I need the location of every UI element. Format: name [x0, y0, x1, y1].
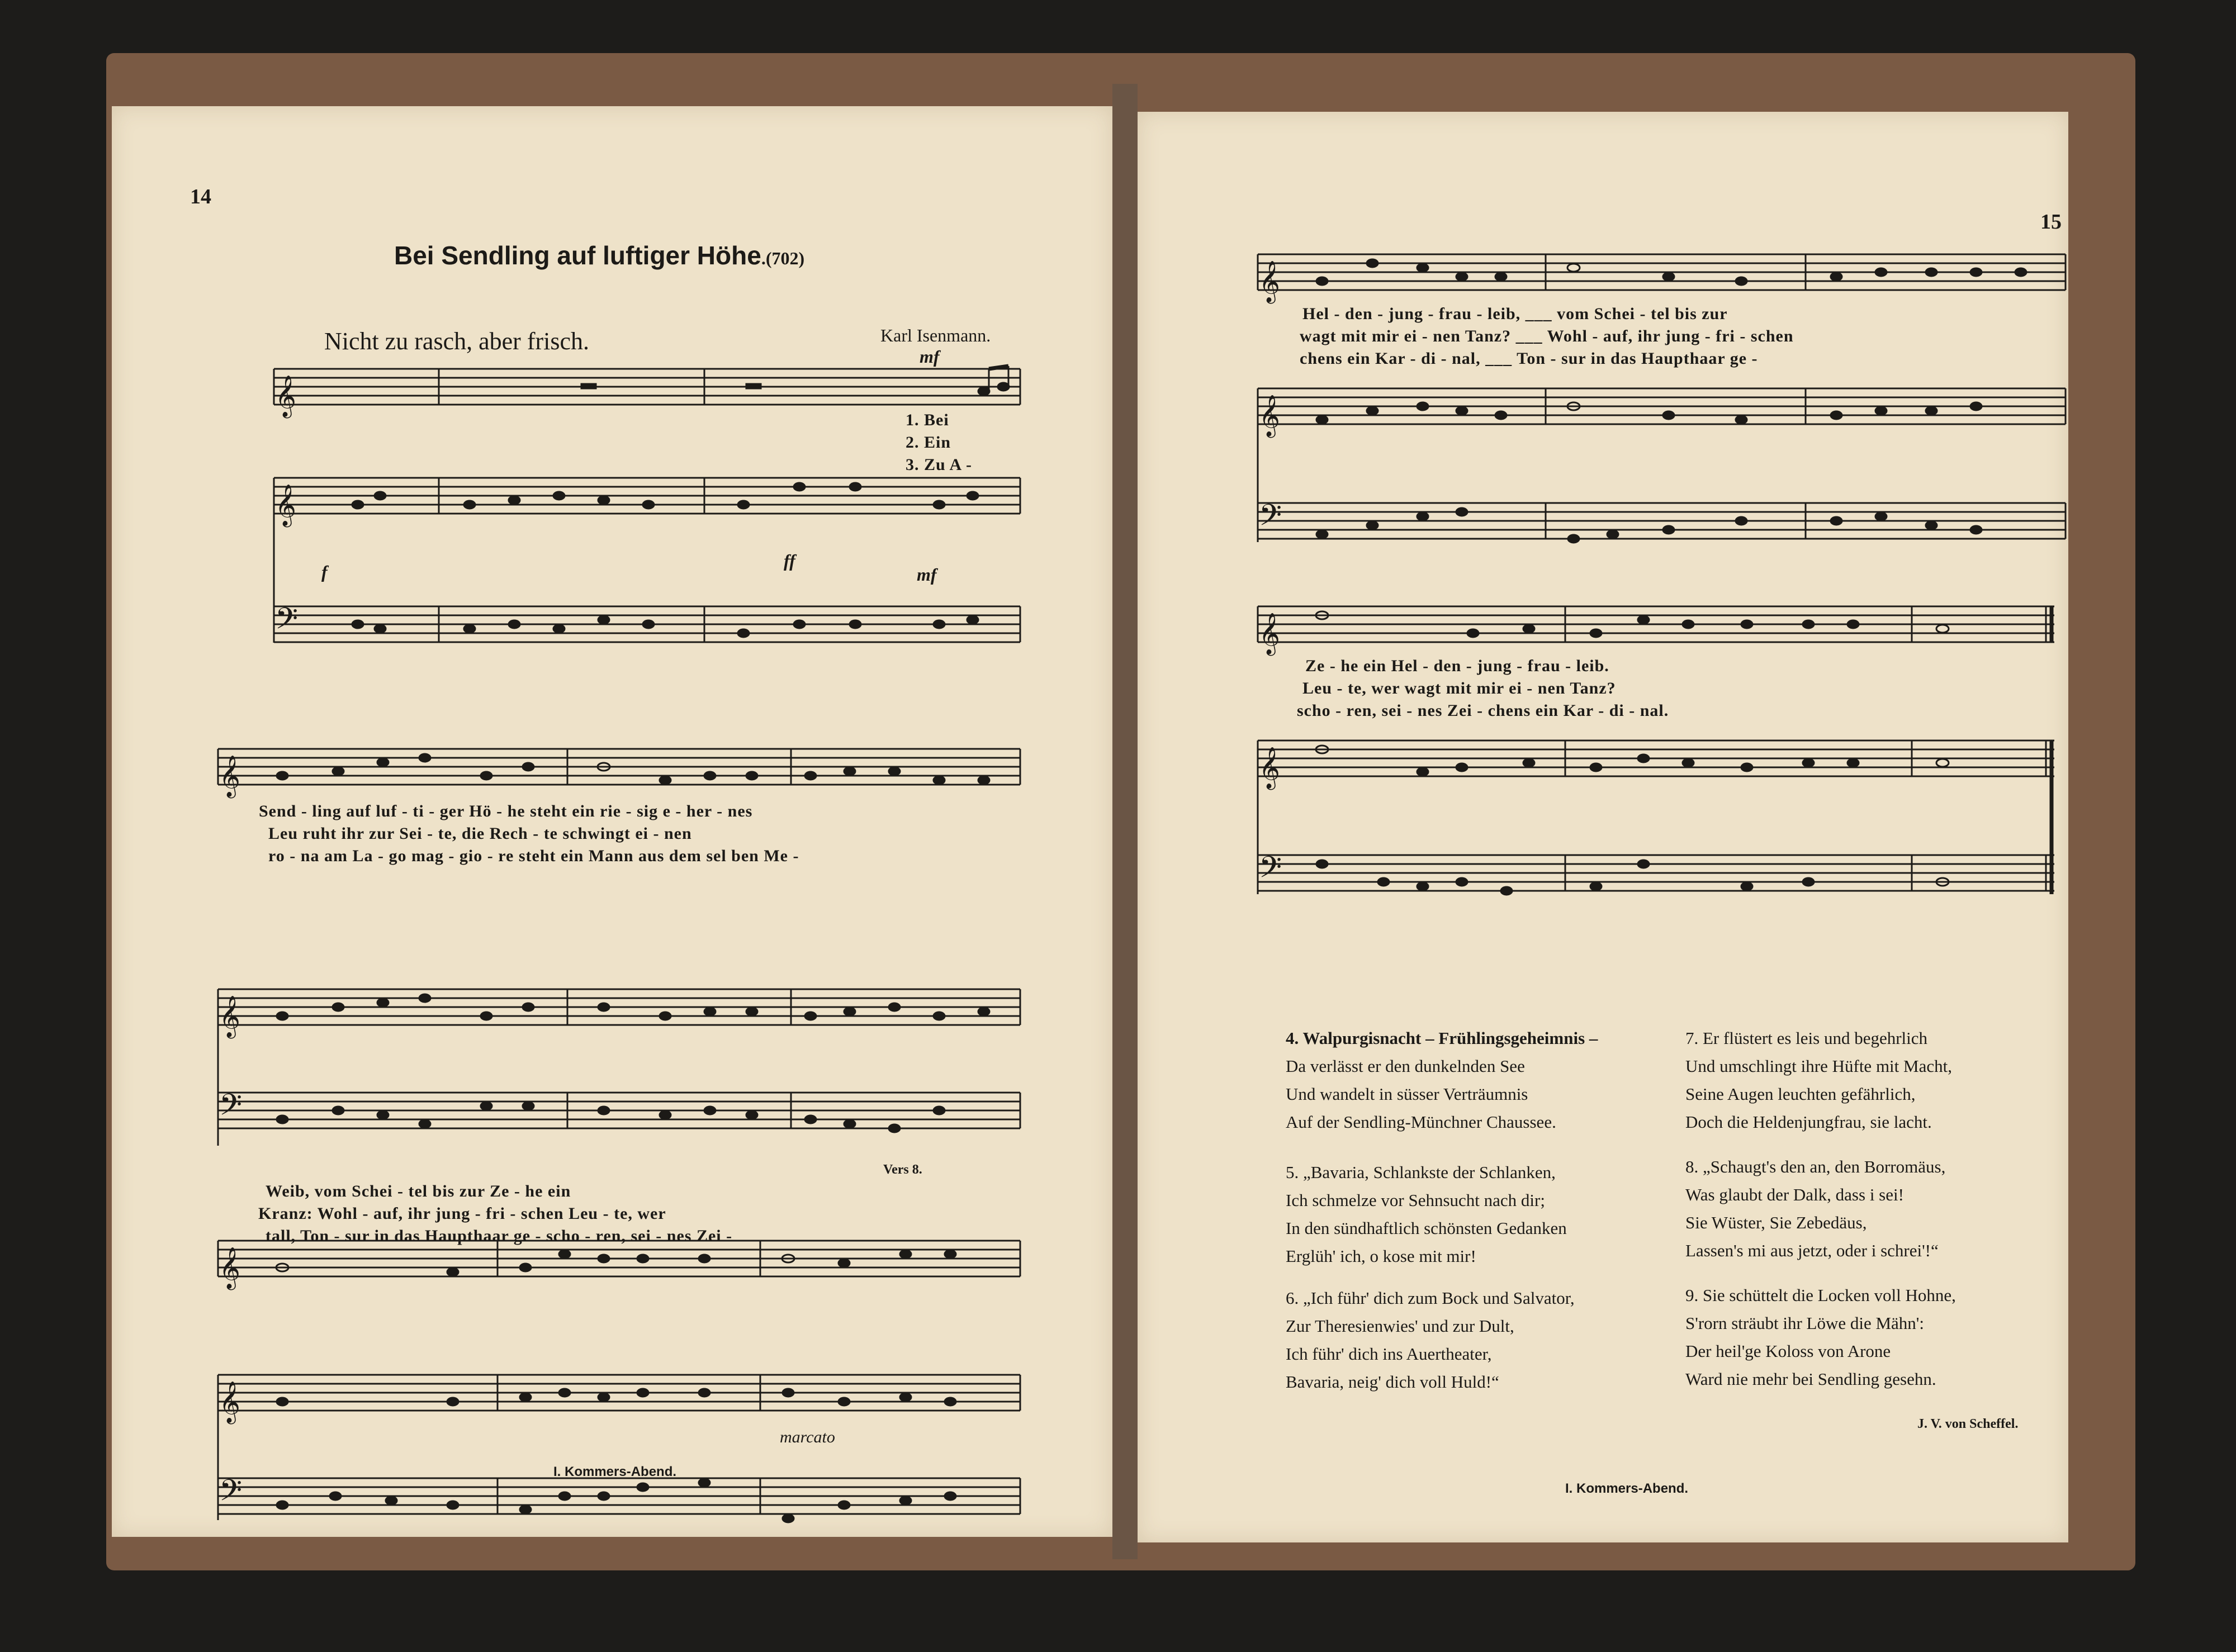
verse-line: 6. „Ich führ' dich zum Bock und Salvator, — [1286, 1288, 1575, 1308]
lyric-line: Leu ruht ihr zur Sei - te, die Rech - te schwingt ei - nen — [268, 824, 692, 843]
page-footer-right: I. Kommers-Abend. — [1565, 1481, 1689, 1496]
svg-text:𝄞: 𝄞 — [1259, 613, 1280, 654]
svg-text:𝄞: 𝄞 — [219, 996, 240, 1037]
verse-line: Zur Theresienwies' und zur Dult, — [1286, 1316, 1514, 1336]
verse-line: Erglüh' ich, o kose mit mir! — [1286, 1246, 1476, 1266]
verse-line: Doch die Heldenjungfrau, sie lacht. — [1685, 1112, 1932, 1132]
voice-staff-r2 — [1258, 606, 2054, 642]
svg-text:𝄢: 𝄢 — [1259, 851, 1282, 892]
lyric-line: scho - ren, sei - nes Zei - chens ein Kar - di - nal. — [1297, 701, 1669, 720]
svg-text:𝄞: 𝄞 — [219, 1247, 240, 1289]
voice-staff-r1 — [1258, 254, 2066, 290]
svg-text:𝄞: 𝄞 — [219, 756, 240, 797]
verse-line: 7. Er flüstert es leis und begehrlich — [1685, 1028, 1928, 1048]
lyric-line: Leu - te, wer wagt mit mir ei - nen Tanz? — [1302, 679, 1616, 697]
svg-text:𝄢: 𝄢 — [219, 1474, 243, 1515]
piano-treble-2 — [218, 989, 1020, 1146]
verse-start-2: 2. Ein — [906, 433, 951, 452]
verse-line: Und umschlingt ihre Hüfte mit Macht, — [1685, 1056, 1952, 1076]
page-footer-left: I. Kommers-Abend. — [553, 1464, 677, 1479]
song-title-number: .(702) — [761, 248, 805, 268]
lyric-line: Ze - he ein Hel - den - jung - frau - leib. — [1305, 657, 1609, 675]
verse-line: 4. Walpurgisnacht – Frühlingsgeheimnis – — [1286, 1028, 1598, 1048]
verse-line: Seine Augen leuchten gefährlich, — [1685, 1084, 1916, 1104]
verse-line: Lassen's mi aus jetzt, oder i schrei'!“ — [1685, 1241, 1939, 1260]
lyric-line: wagt mit mir ei - nen Tanz? ___ Wohl - auf, ihr jung - fri - schen — [1300, 327, 1794, 345]
verse-line: 8. „Schaugt's den an, den Borromäus, — [1685, 1157, 1946, 1176]
svg-text:𝄢: 𝄢 — [219, 1088, 243, 1129]
svg-text:𝄞: 𝄞 — [1259, 395, 1280, 436]
verse-line: Da verlässt er den dunkelnden See — [1286, 1056, 1525, 1076]
piano-treble-r1 — [1258, 388, 2066, 542]
piano-treble-r2 — [1258, 740, 2054, 894]
verse-line: Was glaubt der Dalk, dass i sei! — [1685, 1185, 1904, 1204]
voice-staff-2 — [218, 749, 1020, 785]
svg-text:𝄞: 𝄞 — [1259, 261, 1280, 302]
page-number-left: 14 — [190, 185, 211, 208]
lyric-line: ro - na am La - go mag - gio - re steht ein Mann aus dem sel ben Me - — [268, 847, 799, 865]
verse-line: Ich schmelze vor Sehnsucht nach dir; — [1286, 1190, 1545, 1210]
verse-line: Ward nie mehr bei Sendling gesehn. — [1685, 1369, 1936, 1389]
right-page — [1138, 112, 2068, 1542]
svg-text:𝄢: 𝄢 — [1259, 499, 1282, 540]
dynamic-f: f — [321, 562, 328, 582]
piano-treble-1 — [274, 478, 1020, 643]
piano-bass-2 — [218, 1093, 1020, 1132]
lyric-line: Hel - den - jung - frau - leib, ___ vom Schei - tel bis zur — [1302, 305, 1728, 323]
lyricist-name: J. V. von Scheffel. — [1917, 1417, 2019, 1431]
dynamic-mf-2: mf — [917, 564, 937, 585]
lyric-line: Weib, vom Schei - tel bis zur Ze - he ein — [266, 1182, 571, 1200]
verse-line: 9. Sie schüttelt die Locken voll Hohne, — [1685, 1285, 1956, 1305]
tempo-marking: Nicht zu rasch, aber frisch. — [324, 327, 590, 355]
piano-bass-r1 — [1258, 503, 2066, 543]
verse-start-3: 3. Zu A - — [906, 455, 973, 474]
svg-text:𝄢: 𝄢 — [275, 602, 299, 643]
verse-line: Bavaria, neig' dich voll Huld!“ — [1286, 1372, 1499, 1392]
piano-bass-1 — [274, 606, 1020, 642]
music-score-right — [1138, 112, 2068, 1542]
svg-text:𝄞: 𝄞 — [275, 376, 296, 417]
song-title-text: Bei Sendling auf luftiger Höhe — [394, 241, 761, 270]
svg-text:𝄞: 𝄞 — [1259, 747, 1280, 789]
music-score-left — [112, 106, 1112, 1537]
svg-text:𝄞: 𝄞 — [275, 485, 296, 526]
verse-line: S'rorn sträubt ihr Löwe die Mähn': — [1685, 1313, 1925, 1333]
verse-start-1: 1. Bei — [906, 411, 949, 429]
lyric-line: chens ein Kar - di - nal, ___ Ton - sur in das Haupthaar ge - — [1300, 349, 1758, 368]
lyric-line: tall, Ton - sur in das Haupthaar ge - scho - ren, sei - nes Zei - — [266, 1227, 733, 1245]
svg-text:𝄞: 𝄞 — [219, 1382, 240, 1423]
lyric-line: Kranz: Wohl - auf, ihr jung - fri - schen Leu - te, wer — [258, 1204, 666, 1223]
page-number-right: 15 — [2040, 210, 2062, 234]
lyric-line: Send - ling auf luf - ti - ger Hö - he steht ein rie - sig e - her - nes — [259, 802, 753, 820]
verse-line: In den sündhaftlich schönsten Gedanken — [1286, 1218, 1567, 1238]
book-spine — [1112, 84, 1138, 1559]
voice-staff-3 — [218, 1241, 1020, 1276]
left-page — [112, 106, 1112, 1537]
dynamic-ff: ff — [784, 550, 795, 571]
piano-bass-r2 — [1258, 855, 2054, 895]
piano-bass-3 — [218, 1478, 1020, 1522]
verse-line: 5. „Bavaria, Schlankste der Schlanken, — [1286, 1162, 1556, 1182]
verse-mark: Vers 8. — [883, 1162, 922, 1177]
verse-line: Ich führ' dich ins Auertheater, — [1286, 1344, 1492, 1364]
verse-line: Sie Wüster, Sie Zebedäus, — [1685, 1213, 1867, 1232]
verse-line: Und wandelt in süsser Verträumnis — [1286, 1084, 1528, 1104]
verse-line: Auf der Sendling-Münchner Chaussee. — [1286, 1112, 1556, 1132]
voice-staff-1 — [274, 366, 1020, 405]
dynamic-mf: mf — [920, 346, 940, 367]
marcato-marking: marcato — [780, 1428, 835, 1446]
composer-name: Karl Isenmann. — [880, 325, 991, 345]
verse-line: Der heil'ge Koloss von Arone — [1685, 1341, 1891, 1361]
